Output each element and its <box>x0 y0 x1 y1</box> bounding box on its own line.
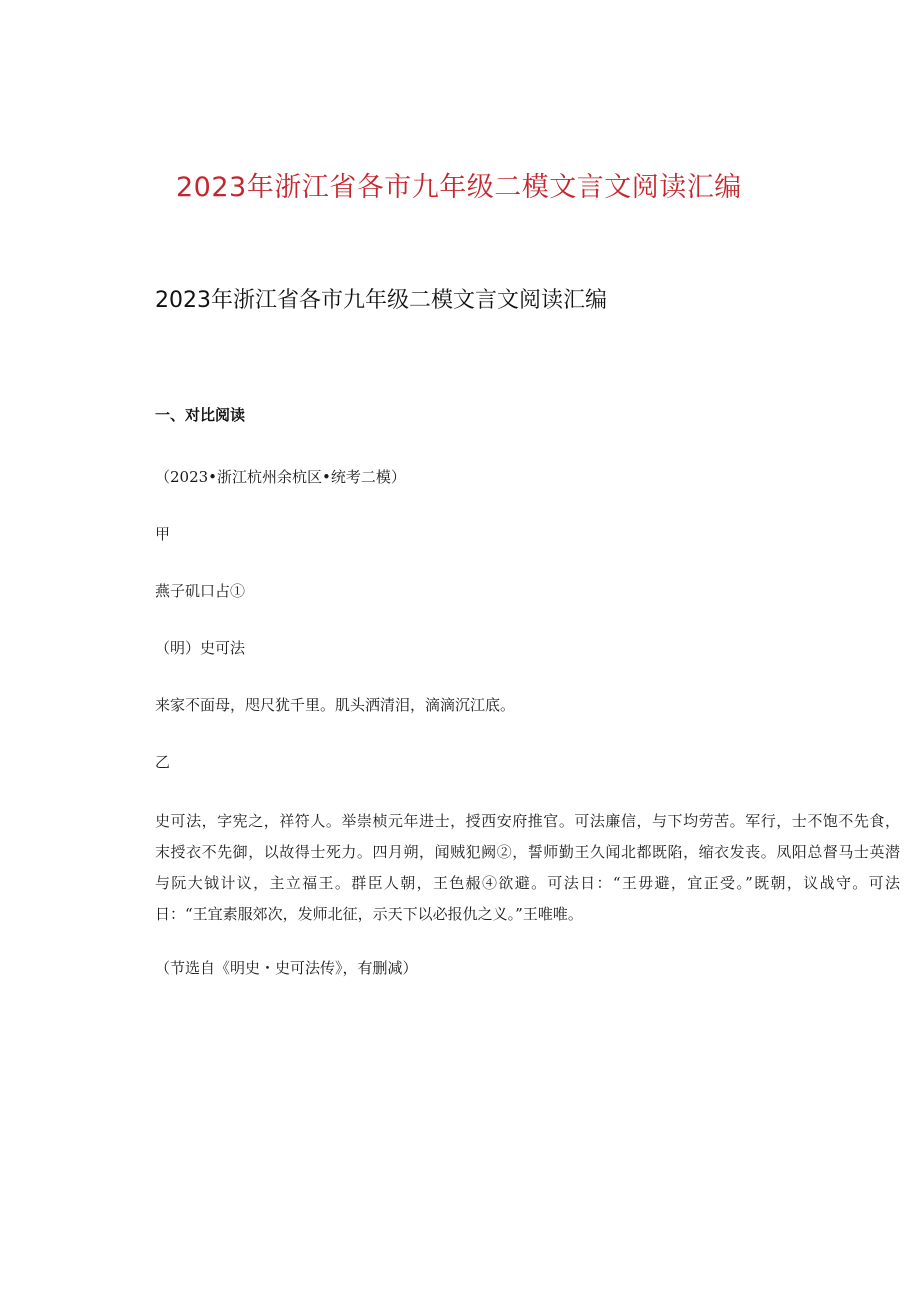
prose-line: 末授衣不先御，以故得士死力。四月朔，闻贼犯阙②，誓师勤王久闻北都既陷，缩衣发丧。凤阳总督马士英潜 <box>155 843 900 861</box>
prose-line: 史可法，字宪之，祥符人。举崇桢元年进士，授西安府推官。可法廉信，与下均劳苦。军行，士不饱不先食， <box>155 812 900 830</box>
section-heading: 一、对比阅读 <box>155 406 246 424</box>
red-header-title: 2023年浙江省各市九年级二模文言文阅读汇编 <box>176 172 742 203</box>
passage-label-jia: 甲 <box>155 525 171 543</box>
poem-title: 燕子矶口占① <box>155 582 246 600</box>
source-note: （节选自《明史・史可法传》，有删减） <box>155 959 418 977</box>
poem-author: （明）史可法 <box>155 639 246 657</box>
prose-line: 日：“王宜素服郊次，发师北征，示天下以必报仇之义。”王唯唯。 <box>155 905 583 923</box>
document-title: 2023年浙江省各市九年级二模文言文阅读汇编 <box>155 288 607 313</box>
source-citation: （2023•浙江杭州余杭区•统考二模） <box>155 468 406 486</box>
prose-line: 与阮大钺计议，主立福王。群臣人朝，王色赧④欲避。可法日：“王毋避，宜正受。”既朝，议战守。可法 <box>155 874 900 892</box>
poem-body: 来家不面母，咫尺犹千里。肌头洒清泪，滴滴沉江底。 <box>155 696 516 714</box>
passage-label-yi: 乙 <box>155 753 171 771</box>
prose-passage <box>155 806 900 930</box>
